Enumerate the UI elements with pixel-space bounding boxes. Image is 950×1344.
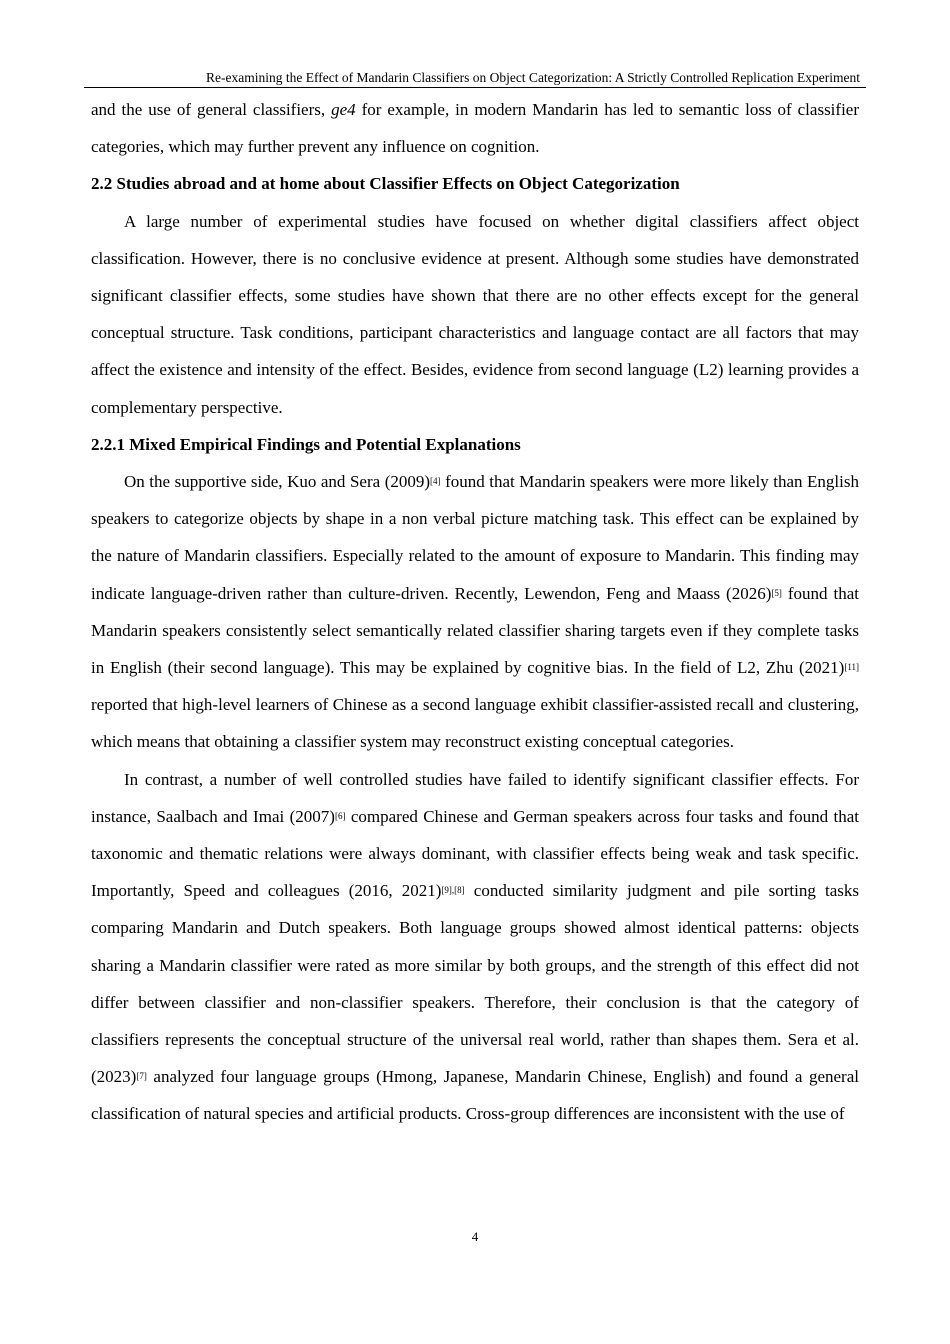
paragraph-text: found that Mandarin speakers were more likely than English speakers to categorize objects by shape in a non verbal picture matching task. This effect can be explained by the nature of Mandarin classifiers. Especially related to the amount of exposure to Mandarin. This finding may indicate language-driven rather than culture-driven. Recently, Lewendon, Feng and Maass (2026) [91,472,859,603]
page-body [91,91,859,1133]
paragraph-text: analyzed four language groups (Hmong, Japanese, Mandarin Chinese, English) and found a general classification of natural species and artificial products. Cross-group differences are inconsistent with the use of [91,1067,859,1124]
section-heading-2-2: 2.2 Studies abroad and at home about Classifier Effects on Object Categorization [91,174,680,194]
paragraph-text: On the supportive side, Kuo and Sera (2009) [124,472,431,492]
paragraph-text: reported that high-level learners of Chinese as a second language exhibit classifier-assisted recall and clustering, which means that obtaining a classifier system may reconstruct existing conceptual categories. [91,695,859,752]
header-rule [84,87,866,88]
citation-ref: [4] [430,476,441,487]
page-number: 4 [471,1229,479,1244]
italic-classifier-term: ge4 [331,100,356,119]
citation-ref: [11] [844,662,859,673]
section-heading-2-2-1: 2.2.1 Mixed Empirical Findings and Potential Explanations [91,434,521,454]
paragraph-intro: A large number of experimental studies have focused on whether digital classifiers affect object classification. However, there is no conclusive evidence at present. Although some studies have demonstrated significant classifier effects, some studies have shown that there are no other effects except for the general conceptual structure. Task conditions, participant characteristics and language contact are all factors that may affect the existence and intensity of the effect. Besides, evidence from second language (L2) learning provides a complementary perspective. [91,211,859,417]
citation-ref: [9],[8] [441,885,465,896]
paragraph-text: conducted similarity judgment and pile sorting tasks comparing Mandarin and Dutch speakers. Both language groups showed almost identical patterns: objects sharing a Mandarin classifier were rated as more similar by both groups, and the strength of this effect did not differ between classifier and non-classifier speakers. Therefore, their conclusion is that the category of classifiers represents the conceptual structure of the universal real world, rather than shapes them. Sera et al. (2023) [91,881,859,1087]
paragraph-text: and the use of general classifiers, [91,100,332,119]
paragraph-supportive [91,463,859,761]
paragraph-contrast [91,761,859,1133]
paragraph-text: In contrast, a number of well controlled studies have failed to identify significant classifier effects. For instance, Saalbach and Imai (2007) [91,769,859,826]
paragraph-text: for example, in modern Mandarin has led to semantic loss of classifier categories, which may further prevent any influence on cognition. [91,100,859,157]
citation-ref: [5] [771,587,782,598]
citation-ref: [7] [136,1071,147,1082]
citation-ref: [6] [334,810,346,821]
running-header: Re-examining the Effect of Mandarin Classifiers on Object Categorization: A Strictly Controlled Replication Experiment [206,70,860,85]
paragraph-text: found that Mandarin speakers consistently select semantically related classifier sharing targets even if they complete tasks in English (their second language). This may be explained by cognitive bias. In the field of L2, Zhu (2021) [91,583,860,678]
paragraph-continuation [91,91,859,165]
paragraph-text: compared Chinese and German speakers across four tasks and found that taxonomic and thematic relations were always dominant, with classifier effects being weak and task specific. Importantly, Speed and colleagues (2016, 2021) [91,806,860,901]
